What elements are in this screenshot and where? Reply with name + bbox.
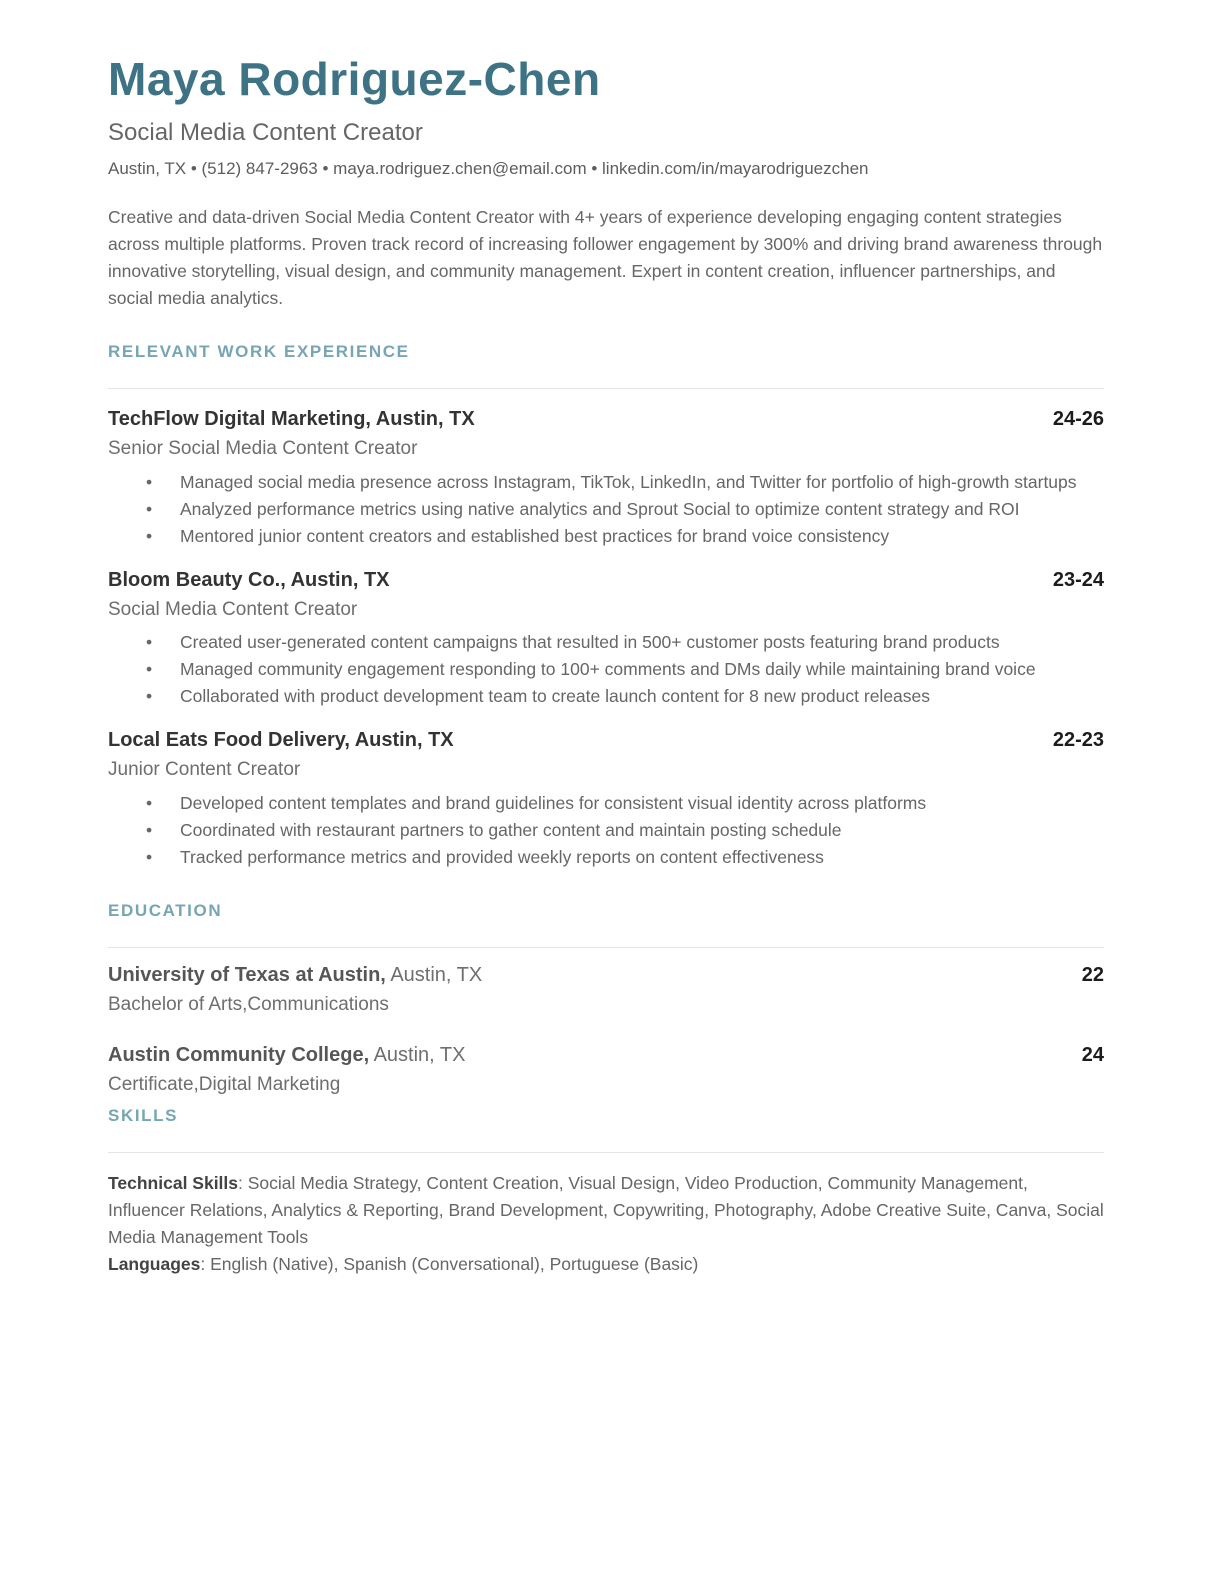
technical-skills-label: Technical Skills xyxy=(108,1173,239,1194)
bullet-item: • Analyzed performance metrics using native analytics and Sprout Social to optimize content strategy and ROI xyxy=(108,496,1104,523)
education-header xyxy=(108,962,1104,988)
job-role: Junior Content Creator xyxy=(108,759,301,781)
job-entry xyxy=(108,567,1104,711)
job-dates: 23-24 xyxy=(1052,568,1104,591)
professional-summary: Creative and data-driven Social Media Content Creator with 4+ years of experience developing engaging content strategies across multiple platforms. Proven track record of increasing follower engagement by 300% and driving brand awareness through innovative storytelling, visual design, and community management. Expert in content creation, influencer partnerships, and social media analytics. xyxy=(108,206,1103,308)
degree: Bachelor of Arts,Communications xyxy=(108,994,389,1016)
languages-text: : English (Native), Spanish (Conversational), Portuguese (Basic) xyxy=(200,1254,699,1275)
bullet-item: • Collaborated with product development team to create launch content for 8 new product releases xyxy=(108,683,1104,710)
education-dates: 22 xyxy=(1081,964,1104,987)
job-role: Senior Social Media Content Creator xyxy=(108,437,418,459)
bullet-item: • Mentored junior content creators and established best practices for brand voice consistency xyxy=(108,523,1104,550)
section-divider xyxy=(108,388,1104,389)
candidate-name: Maya Rodriguez-Chen xyxy=(108,53,601,105)
job-dates: 22-23 xyxy=(1052,729,1104,752)
technical-skills-line xyxy=(108,1170,1104,1251)
education-dates: 24 xyxy=(1081,1043,1104,1066)
education-header xyxy=(108,1042,1104,1068)
job-dates: 24-26 xyxy=(1052,407,1104,430)
job-bullet-list xyxy=(108,469,1104,550)
institution-name: University of Texas at Austin, xyxy=(108,964,386,987)
bullet-item: • Coordinated with restaurant partners to gather content and maintain posting schedule xyxy=(108,817,1104,844)
contact-line: Austin, TX • (512) 847-2963 • maya.rodriguez.chen@email.com • linkedin.com/in/mayarodriguezchen xyxy=(108,158,869,178)
job-header xyxy=(108,727,1104,753)
section-divider xyxy=(108,1152,1104,1153)
company-name: Local Eats Food Delivery, Austin, TX xyxy=(108,729,454,752)
section-heading-experience: RELEVANT WORK EXPERIENCE xyxy=(108,341,410,361)
job-header xyxy=(108,567,1104,593)
job-bullet-list xyxy=(108,629,1104,710)
languages-label: Languages xyxy=(108,1254,201,1275)
job-bullet-list xyxy=(108,790,1104,871)
company-name: Bloom Beauty Co., Austin, TX xyxy=(108,568,390,591)
languages-line xyxy=(108,1251,1104,1278)
bullet-item: • Tracked performance metrics and provided weekly reports on content effectiveness xyxy=(108,844,1104,871)
candidate-headline: Social Media Content Creator xyxy=(108,119,423,147)
institution-name: Austin Community College, xyxy=(108,1043,370,1066)
institution-location: Austin, TX xyxy=(373,1043,466,1066)
bullet-item: • Managed community engagement responding to 100+ comments and DMs daily while maintaining brand voice xyxy=(108,656,1104,683)
education-entry xyxy=(108,1042,1104,1098)
bullet-item: • Managed social media presence across Instagram, TikTok, LinkedIn, and Twitter for portfolio of high-growth startups xyxy=(108,469,1104,496)
company-name: TechFlow Digital Marketing, Austin, TX xyxy=(108,407,475,430)
job-header xyxy=(108,406,1104,432)
job-role: Social Media Content Creator xyxy=(108,598,358,620)
bullet-item: • Developed content templates and brand guidelines for consistent visual identity across platforms xyxy=(108,790,1104,817)
job-entry xyxy=(108,406,1104,550)
skills-block xyxy=(108,1170,1104,1278)
bullet-item: • Created user-generated content campaigns that resulted in 500+ customer posts featuring brand products xyxy=(108,629,1104,656)
institution-location: Austin, TX xyxy=(390,964,483,987)
section-heading-skills: SKILLS xyxy=(108,1106,179,1126)
education-entry xyxy=(108,962,1104,1018)
job-entry xyxy=(108,727,1104,871)
section-heading-education: EDUCATION xyxy=(108,901,223,921)
section-divider xyxy=(108,947,1104,948)
degree: Certificate,Digital Marketing xyxy=(108,1073,341,1095)
technical-skills-text: : Social Media Strategy, Content Creation, Visual Design, Video Production, Community Management, Influencer Relations, Analytics & Reporting, Brand Development, Copywriting, Photography, Adobe Creative Suite, Canva, Social Media Management Tools xyxy=(108,1173,1104,1248)
